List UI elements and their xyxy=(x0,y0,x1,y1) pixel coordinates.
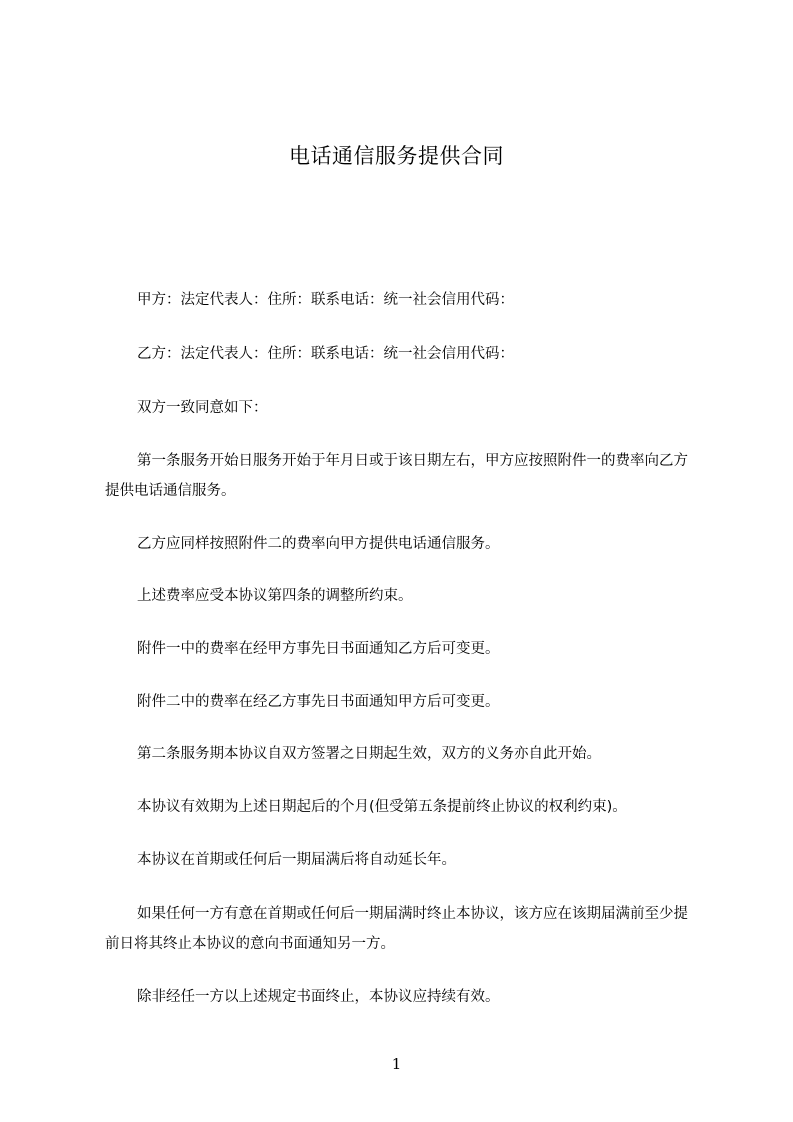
clause-2-termination-notice: 如果任何一方有意在首期或任何后一期届满时终止本协议，该方应在该期届满前至少提前日将其终止本协议的意向书面通知另一方。 xyxy=(105,906,688,952)
party-a-line: 甲方：法定代表人：住所：联系电话：统一社会信用代码： xyxy=(137,292,514,308)
clause-2-term: 本协议有效期为上述日期起后的个月(但受第五条提前终止协议的权利约束)。 xyxy=(137,799,627,815)
party-b-line: 乙方：法定代表人：住所：联系电话：统一社会信用代码： xyxy=(137,346,514,362)
clause-1-adjustment: 上述费率应受本协议第四条的调整所约束。 xyxy=(137,588,413,604)
clause-1-annex-2-change: 附件二中的费率在经乙方事先日书面通知甲方后可变更。 xyxy=(137,694,500,710)
agreement-intro: 双方一致同意如下： xyxy=(137,400,268,416)
clause-1-party-b-rates: 乙方应同样按照附件二的费率向甲方提供电话通信服务。 xyxy=(137,536,500,552)
clause-1-annex-1-change: 附件一中的费率在经甲方事先日书面通知乙方后可变更。 xyxy=(137,641,500,657)
page-number: 1 xyxy=(391,1055,402,1073)
clause-2-continuation: 除非经任一方以上述规定书面终止，本协议应持续有效。 xyxy=(137,989,500,1005)
clause-1-paragraph: 第一条服务开始日服务开始于年月日或于该日期左右，甲方应按照附件一的费率向乙方提供电话通信服务。 xyxy=(105,453,688,499)
clause-2-paragraph: 第二条服务期本协议自双方签署之日期起生效，双方的义务亦自此开始。 xyxy=(137,746,601,762)
clause-2-renewal: 本协议在首期或任何后一期届满后将自动延长年。 xyxy=(137,852,456,868)
document-title: 电话通信服务提供合同 xyxy=(289,144,504,168)
